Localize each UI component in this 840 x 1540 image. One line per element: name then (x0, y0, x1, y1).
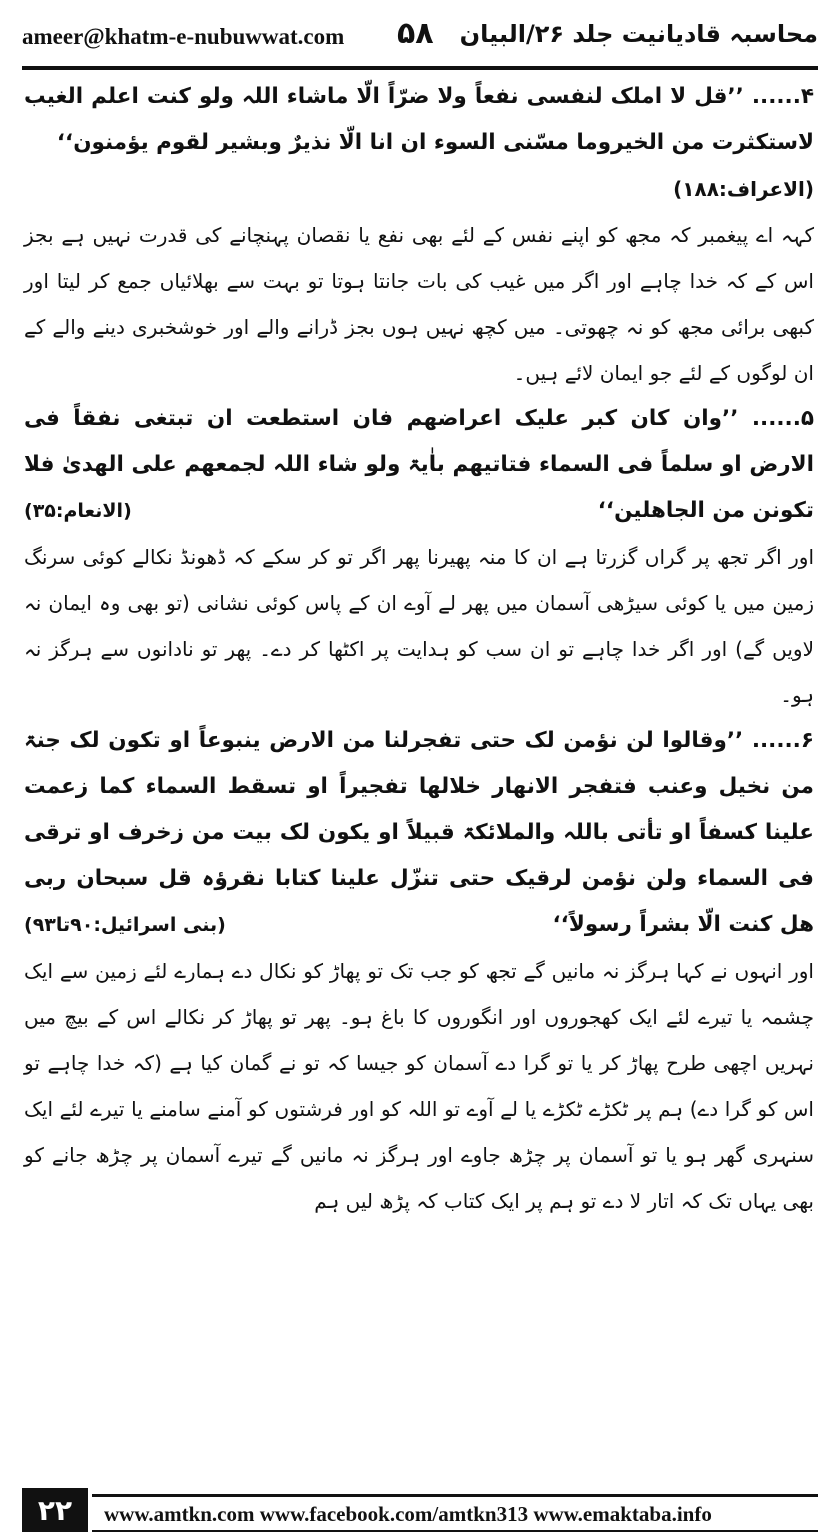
verse-5-arabic (24, 396, 814, 534)
header-rule (22, 66, 818, 70)
footer-rule-bottom (92, 1530, 818, 1532)
verse-5-reference: (الانعام:۳۵) (24, 500, 132, 522)
verse-4-arabic (24, 74, 814, 166)
verse-6-translation: اور انہوں نے کہا ہرگز نہ مانیں گے تجھ کو جب تک تو پھاڑ کو نکال دے ہمارے لئے زمین سے ایک چشمہ یا تیرے لئے ایک کھجوروں اور انگوروں کا باغ ہو۔ پھر تو پھاڑ کر نکالے اس کے بیچ میں نہریں اچھی طرح پھاڑ کر یا تو گرا دے آسمان کو جیسا کہ تو نے گمان کیا ہے (کہ خدا چاہے تو اس کو گرا دے) ہم پر ٹکڑے ٹکڑے یا لے آوے تو اللہ کو اور فرشتوں کو آمنے سامنے یا تیرے لئے ایک سنہری گھر ہو یا تو آسمان پر چڑھ جاوے اور ہرگز نہ مانیں گے تیرے آسمان پر چڑھ جانے کو بھی یہاں تک کہ اتار لا دے تو ہم پر ایک کتاب کہ پڑھ لیں ہم (24, 959, 814, 1213)
page-header (22, 14, 818, 70)
verse-6-reference: (بنی اسرائیل:۹۰تا۹۳) (24, 914, 226, 936)
page-number: ۵۸ (397, 16, 434, 51)
page-content (24, 74, 814, 1224)
footer-rule (92, 1494, 818, 1497)
verse-text: ’’قل لا املک لنفسی نفعاً ولا ضرّاً الّا ماشاء اللہ ولو کنت اعلم الغیب لاستکثرت من الخیروما مسّنی السوء ان انا الّا نذیرٌ وبشیر لقوم یؤمنون‘‘ (24, 84, 814, 155)
verse-4-reference: (الاعراف:۱۸۸) (673, 177, 814, 201)
verse-5-translation: اور اگر تجھ پر گراں گزرتا ہے ان کا منہ پھیرنا پھر اگر تو کر سکے کہ ڈھونڈ نکالے کوئی سرنگ زمین میں یا کوئی سیڑھی آسمان میں پھر لے آوے ان کے پاس کوئی نشانی (تو بھی وہ ایمان نہ لاویں گے) اور اگر خدا چاہے تو ان سب کو ہدایت پر اکٹھا کر دے۔ پھر تو نادانوں سے ہرگز نہ ہو۔ (24, 545, 814, 707)
item-number: ۴...... (751, 84, 814, 109)
verse-text: ’’وقالوا لن نؤمن لک حتی تفجرلنا من الارض ینبوعاً او تکون لک جنۃ من نخیل وعنب فتفجر الانھار خلالھا تفجیراً او تسقط السماء کما زعمت علینا کسفاً او تأتی باللہ والملائکۃ قبیلاً او یکون لک بیت من زخرف او ترقی فی السماء ولن نؤمن لرقیک حتی تنزّل علینا کتابا نقرؤہ قل سبحان ربی ھل کنت الّا بشراً رسولاً‘‘ (24, 728, 814, 937)
verse-text: ’’وان کان کبر علیک اعراضھم فان استطعت ان تبتغی نفقاً فی الارض او سلماً فی السماء فتاتیھم باٰیۃ ولو شاء اللہ لجمعھم علی الھدیٰ فلا تکونن من الجاھلین‘‘ (24, 406, 814, 523)
footer-page-number: ۲۲ (22, 1488, 88, 1532)
item-number: ۵...... (751, 406, 814, 431)
page-footer (22, 1488, 818, 1532)
series-title: محاسبہ قادیانیت جلد ۲۶/البیان (459, 20, 818, 48)
verse-4-translation: کہہ اے پیغمبر کہ مجھ کو اپنے نفس کے لئے بھی نفع یا نقصان پہنچانے کی قدرت نہیں ہے بجز اس کے کہ خدا چاہے اور اگر میں غیب کی بات جانتا ہوتا تو بہت سے بھلائیاں جمع کر لیتا اور کبھی برائی مجھ کو نہ چھوتی۔ میں کچھ نہیں ہوں بجز ڈرانے والے اور خوشخبری دینے والے کے ان لوگوں کے لئے جو ایمان لائے ہیں۔ (24, 223, 814, 385)
footer-links[interactable]: www.amtkn.com www.facebook.com/amtkn313 www.emaktaba.info (104, 1502, 712, 1526)
item-number: ۶...... (751, 728, 814, 753)
header-email: ameer@khatm-e-nubuwwat.com (22, 24, 345, 49)
verse-6-arabic (24, 718, 814, 948)
